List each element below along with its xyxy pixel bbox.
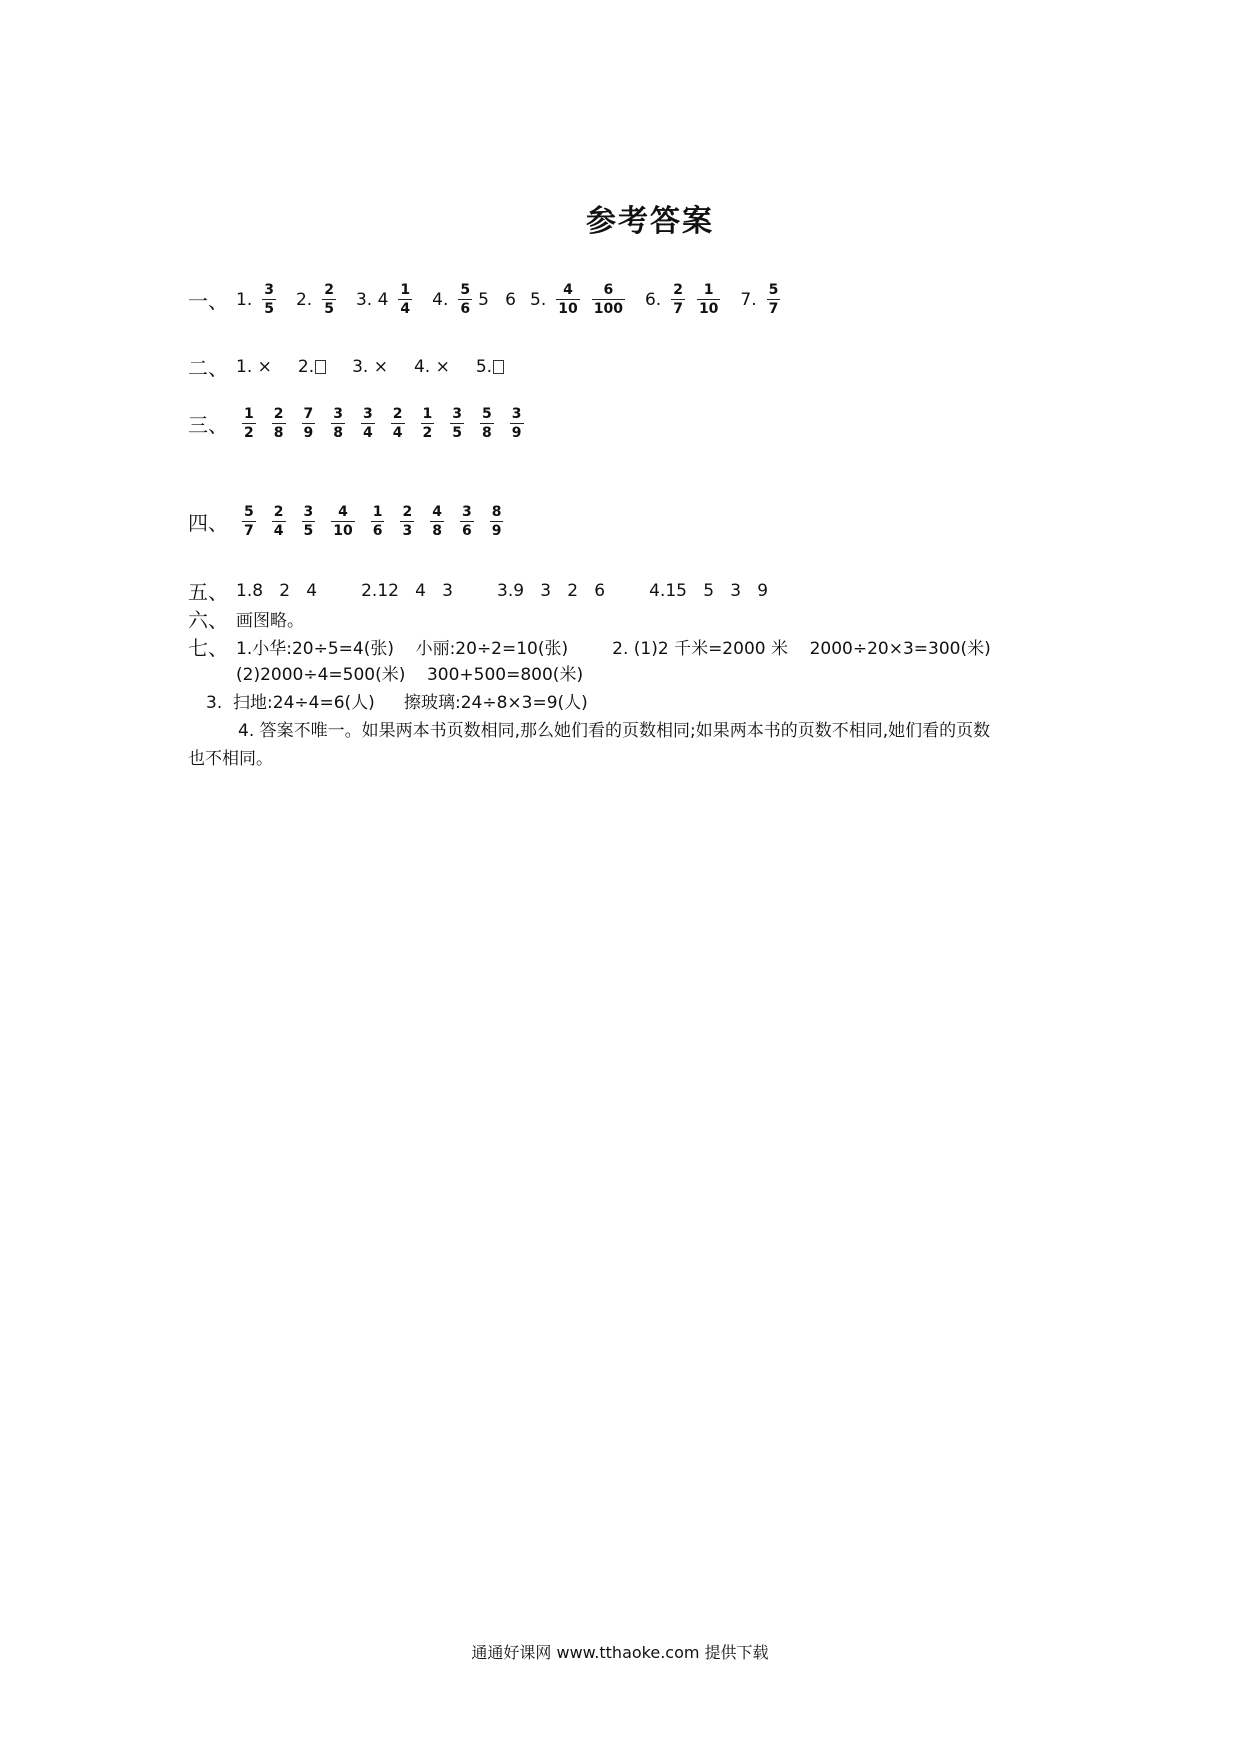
fraction [671,282,685,317]
fraction [480,406,494,441]
numerator: 3 [303,504,314,520]
denominator: 2 [422,425,433,441]
fraction [592,282,625,317]
fraction-bar [400,521,414,522]
fraction [400,504,414,539]
fraction [490,504,504,539]
denominator: 10 [698,301,719,317]
denominator: 5 [264,301,274,317]
section-3-label: 三、 [188,413,228,437]
fraction-bar [460,521,474,522]
numerator: 4 [432,504,442,520]
fraction-bar [272,521,286,522]
denominator: 9 [303,425,314,441]
fraction [460,504,474,539]
answer-7-1: 1.小华:20÷5=4(张) 小丽:20÷2=10(张) [236,639,569,659]
fraction-bar [272,423,286,424]
denominator: 8 [432,523,442,539]
fraction [262,282,276,317]
fraction-bar [331,521,354,522]
denominator: 8 [333,425,343,441]
fraction [697,282,720,317]
denominator: 10 [558,301,578,317]
denominator: 2 [244,425,254,441]
denominator: 7 [673,301,683,317]
fraction-bar [556,299,579,300]
denominator: 7 [244,523,254,539]
numerator: 1 [422,406,433,422]
fraction-bar [421,423,435,424]
fraction [510,406,524,441]
denominator: 10 [333,523,353,539]
numerator: 3 [452,406,462,422]
denominator: 5 [452,425,462,441]
fraction-bar [592,299,625,300]
fraction [322,282,336,317]
section-4 [188,504,513,539]
fraction [302,504,316,539]
numerator: 2 [324,282,334,298]
fraction [398,282,412,317]
denominator: 5 [303,523,314,539]
denominator: 6 [460,301,471,317]
footer-credit: 通通好课网 www.tthaoke.com 提供下载 [471,1643,769,1662]
fraction-bar [242,521,256,522]
section-1-label: 一、 [188,289,228,313]
section-1 [188,282,800,317]
fraction-bar [322,299,336,300]
denominator: 100 [593,301,623,317]
numerator: 2 [392,406,403,422]
denominator: 6 [372,523,383,539]
fraction-bar [697,299,720,300]
fraction-bar [450,423,464,424]
fraction-bar [371,521,385,522]
fraction-bar [490,521,504,522]
numerator: 3 [264,282,274,298]
fraction-bar [302,521,316,522]
fraction-bar [262,299,276,300]
fraction [430,504,444,539]
answer-7-2: 2. (1)2 千米=2000 米 2000÷20×3=300(米) [612,639,991,659]
answer-5-1: 1.8 2 4 [236,580,318,601]
denominator: 7 [768,301,779,317]
fraction [331,406,345,441]
section-3 [188,406,534,441]
section-7 [188,632,991,661]
section-2 [188,352,504,381]
answer-1-5-number: 5. [530,289,547,310]
section-6-label: 六、 [188,608,228,632]
denominator: 8 [482,425,492,441]
section-7-label: 七、 [188,636,228,660]
denominator: 5 [324,301,334,317]
numerator: 5 [460,282,471,298]
numerator: 8 [491,504,502,520]
section-5 [188,576,768,605]
denominator: 6 [461,523,472,539]
fraction [371,504,385,539]
section-5-label: 五、 [188,580,228,604]
denominator: 9 [511,425,522,441]
numerator: 1 [372,504,383,520]
answer-7-3a: 3. 扫地:24÷4=6(人) [206,693,375,713]
denominator: 4 [363,425,373,441]
fraction [450,406,464,441]
answer-1-6-number: 6. [644,289,662,310]
numerator: 1 [400,282,411,298]
numerator: 1 [703,282,714,298]
numerator: 4 [338,504,348,520]
numerator: 1 [244,406,254,422]
answer-5-3: 3.9 3 2 6 [497,580,606,601]
fraction-bar [331,423,345,424]
answer-7-4-cont: 也不相同。 [188,749,273,769]
denominator: 4 [273,523,284,539]
fraction [767,282,781,317]
answer-7-2b: (2)2000÷4=500(米) 300+500=800(米) [236,665,584,685]
answer-1-1-number: 1. [236,289,253,310]
fraction-bar [361,423,375,424]
numerator: 2 [273,406,284,422]
numerator: 6 [603,282,614,298]
answer-2-4: 4. × [413,356,450,377]
answer-1-4-number: 4. [432,289,449,310]
numerator: 2 [273,504,284,520]
numerator: 3 [363,406,373,422]
fraction-bar [391,423,405,424]
answer-1-4-extra: 5 6 [478,289,516,310]
denominator: 8 [273,425,284,441]
denominator: 4 [400,301,411,317]
answer-7-4: 4. 答案不唯一。如果两本书页数相同,那么她们看的页数相同;如果两本书的页数不相同,她们看的页数 [238,721,991,741]
fraction [302,406,316,441]
fraction [242,406,256,441]
fraction [361,406,375,441]
fraction [272,504,286,539]
fraction-bar [767,299,781,300]
numerator: 2 [673,282,683,298]
answer-7-3b: 擦玻璃:24÷8×3=9(人) [404,693,588,713]
fraction [556,282,579,317]
fraction-bar [430,521,444,522]
numerator: 5 [482,406,492,422]
section-2-label: 二、 [188,356,228,380]
fraction [272,406,286,441]
denominator: 4 [392,425,403,441]
answer-5-2: 2.12 4 3 [361,580,453,601]
numerator: 5 [768,282,779,298]
fraction [242,504,256,539]
numerator: 5 [244,504,254,520]
fraction-bar [671,299,685,300]
answer-5-4: 4.15 5 3 9 [649,580,769,601]
fraction [391,406,405,441]
denominator: 3 [402,523,413,539]
fraction [421,406,435,441]
missing-glyph-icon [493,360,504,374]
fraction [458,282,472,317]
page-title: 参考答案 [586,204,714,239]
denominator: 9 [491,523,502,539]
numerator: 3 [511,406,522,422]
numerator: 3 [461,504,472,520]
numerator: 2 [402,504,413,520]
section-6 [188,604,304,633]
fraction-bar [458,299,472,300]
section-4-label: 四、 [188,511,228,535]
numerator: 4 [563,282,573,298]
fraction-bar [242,423,256,424]
answer-2-1: 1. × [236,356,272,377]
fraction [331,504,354,539]
fraction-bar [302,423,316,424]
answer-6: 画图略。 [236,611,304,631]
missing-glyph-icon [315,360,326,374]
fraction-bar [480,423,494,424]
answer-2-3: 3. × [352,356,388,377]
answer-2-2: 2. [297,356,315,377]
answer-1-3-number: 3. 4 [355,289,389,310]
answer-1-2-number: 2. [295,289,313,310]
answer-2-5: 5. [475,356,493,377]
answer-1-7-number: 7. [740,289,757,310]
fraction-bar [510,423,524,424]
numerator: 3 [333,406,343,422]
fraction-bar [398,299,412,300]
numerator: 7 [303,406,314,422]
